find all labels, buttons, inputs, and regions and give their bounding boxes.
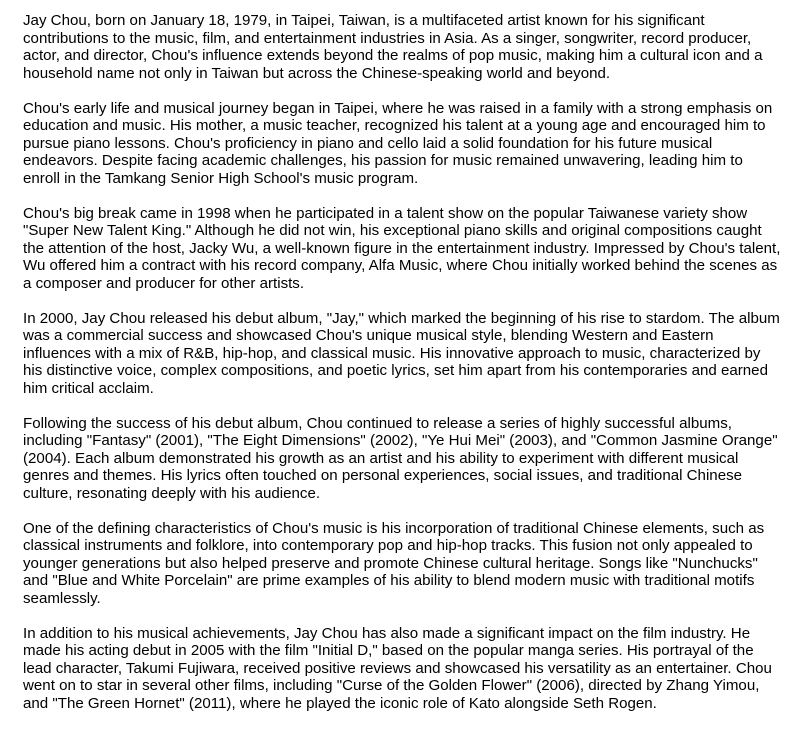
paragraph-big-break: Chou's big break came in 1998 when he participated in a talent show on the popular Taiwanese variety show "Super New Talent King." Although he did not win, his exceptional piano skills and original compositions caught the attention of the host, Jacky Wu, a well-known figure in the entertainment industry. Impressed by Chou's talent, Wu offered him a contract with his record company, Alfa Music, where Chou initially worked behind the scenes as a composer and producer for other artists. (23, 204, 781, 292)
paragraph-intro: Jay Chou, born on January 18, 1979, in Taipei, Taiwan, is a multifaceted artist known for his significant contributions to the music, film, and entertainment industries in Asia. As a singer, songwriter, record producer, actor, and director, Chou's influence extends beyond the realms of pop music, making him a cultural icon and a household name not only in Taiwan but across the Chinese-speaking world and beyond. (23, 12, 763, 82)
paragraph-chinese-elements: One of the defining characteristics of Chou's music is his incorporation of traditional Chinese elements, such as classical instruments and folklore, into contemporary pop and hip-hop tracks. This fusion not only appealed to younger generations but also helped preserve and promote Chinese cultural heritage. Songs like "Nunchucks" and "Blue and White Porcelain" are prime examples of his ability to blend modern music with traditional motifs seamlessly. (23, 519, 765, 607)
paragraph-debut-album: In 2000, Jay Chou released his debut album, "Jay," which marked the beginning of his rise to stardom. The album was a commercial success and showcased Chou's unique musical style, blending Western and Eastern influences with a mix of R&B, hip-hop, and classical music. His innovative approach to music, characterized by his distinctive voice, complex compositions, and poetic lyrics, set him apart from his contemporaries and earned him critical acclaim. (23, 309, 780, 397)
paragraph-albums: Following the success of his debut album, Chou continued to release a series of highly successful albums, including "Fantasy" (2001), "The Eight Dimensions" (2002), "Ye Hui Mei" (2003), and "Common Jasmine Orange" (2004). Each album demonstrated his growth as an artist and his ability to experiment with different musical genres and themes. His lyrics often touched on personal experiences, social issues, and traditional Chinese culture, resonating deeply with his audience. (23, 414, 778, 502)
paragraph-film: In addition to his musical achievements, Jay Chou has also made a significant impact on the film industry. He made his acting debut in 2005 with the film "Initial D," based on the popular manga series. His portrayal of the lead character, Takumi Fujiwara, received positive reviews and showcased his versatility as an entertainer. Chou went on to star in several other films, including "Curse of the Golden Flower" (2006), directed by Zhang Yimou, and "The Green Hornet" (2011), where he played the iconic role of Kato alongside Seth Rogen. (23, 624, 772, 712)
paragraph-early-life: Chou's early life and musical journey began in Taipei, where he was raised in a family with a strong emphasis on education and music. His mother, a music teacher, recognized his talent at a young age and encouraged him to pursue piano lessons. Chou's proficiency in piano and cello laid a solid foundation for his future musical endeavors. Despite facing academic challenges, his passion for music remained unwavering, leading him to enroll in the Tamkang Senior High School's music program. (23, 99, 773, 187)
